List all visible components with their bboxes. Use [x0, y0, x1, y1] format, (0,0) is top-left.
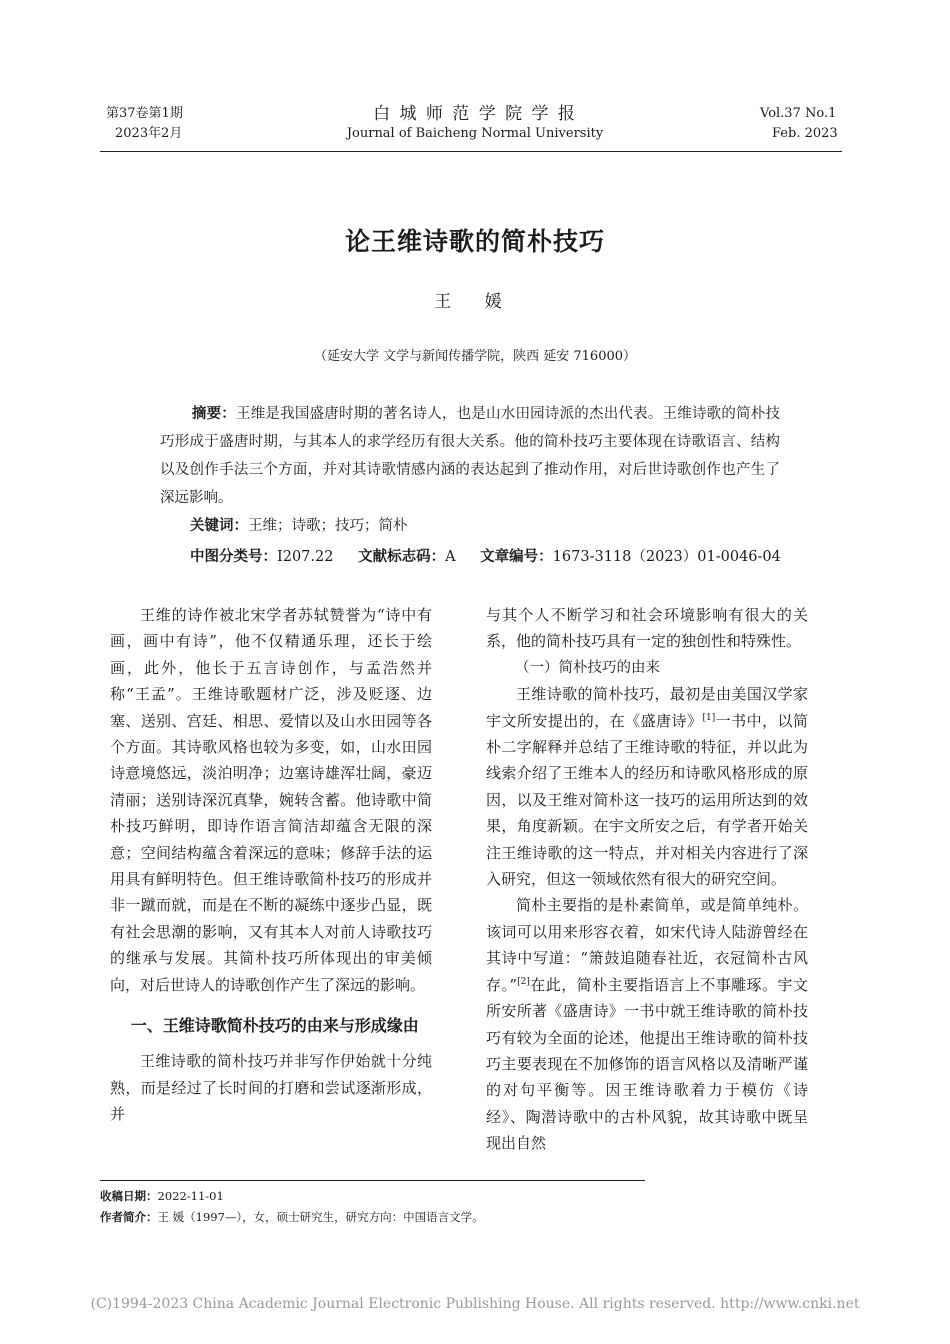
clc-label: 中图分类号：	[190, 549, 277, 565]
abstract-block	[160, 400, 780, 540]
abstract-label: 摘要：	[191, 406, 237, 422]
author-info-text: 王 媛（1997—），女，硕士研究生，研究方向：中国语言文学。	[157, 1210, 484, 1224]
keywords-label: 关键词：	[190, 518, 248, 534]
footnote-received	[100, 1186, 224, 1207]
subsection-heading: （一）简朴技巧的由来	[515, 659, 660, 676]
journal-name-cn: 白 城 师 范 学 院 学 报	[373, 104, 577, 124]
issue-date: 2023年2月	[115, 126, 183, 141]
reference-1: [1]	[702, 712, 716, 723]
doc-code-label: 文献标志码：	[358, 549, 446, 565]
journal-volume-info	[106, 104, 183, 144]
received-date: 2022-11-01	[157, 1189, 224, 1203]
doc-code-value: A	[445, 549, 456, 565]
article-author: 王 媛	[434, 292, 516, 312]
body-right-column	[486, 602, 808, 1157]
received-label: 收稿日期：	[100, 1189, 158, 1203]
article-no-value: 1673-3118（2023）01-0046-04	[552, 549, 781, 565]
journal-name-block	[275, 104, 675, 144]
classification-row	[190, 546, 790, 568]
article-no-label: 文章编号：	[480, 549, 553, 565]
footnote-author	[100, 1207, 484, 1228]
journal-volume-en	[760, 104, 838, 144]
continued-paragraph: 与其个人不断学习和社会环境影响有很大的关系，他的简朴技巧具有一定的独创性和特殊性。	[486, 606, 808, 651]
body-left-column	[110, 602, 432, 1127]
footnote-rule	[100, 1180, 645, 1181]
article-title: 论王维诗歌的简朴技巧	[344, 227, 605, 256]
header-rule	[100, 151, 842, 152]
section-heading: 一、王维诗歌简朴技巧的由来与形成缘由	[130, 1016, 419, 1036]
abstract-text: 王维是我国盛唐时期的著名诗人，也是山水田园诗派的杰出代表。王维诗歌的简朴技巧形成于盛唐时期，与其本人的求学经历有很大关系。他的简朴技巧主要体现在诗歌语言、结构以及创作手法三个方面，并对其诗歌情感内涵的表达起到了推动作用，对后世诗歌创作也产生了深远影响。	[160, 406, 780, 506]
issue-date-en: Feb. 2023	[772, 126, 838, 141]
origin-paragraph-text-a: 王维诗歌的简朴技巧，最初是由美国汉学家宇文所安提出的，在《盛唐诗》	[486, 685, 808, 730]
cnki-copyright: (C)1994-2023 China Academic Journal Electronic Publishing House. All rights reserved. http://www.cnki.net	[90, 1296, 860, 1312]
section-paragraph: 王维诗歌的简朴技巧并非写作伊始就十分纯熟，而是经过了长时间的打磨和尝试逐渐形成，并	[110, 1052, 432, 1123]
intro-paragraph: 王维的诗作被北宋学者苏轼赞誉为“诗中有画，画中有诗”，他不仅精通乐理，还长于绘画，此外，他长于五言诗创作，与孟浩然并称“王孟”。王维诗歌题材广泛，涉及贬逐、边塞、送别、宫廷、相思、爱情以及山水田园等各个方面。其诗歌风格也较为多变，如，山水田园诗意境悠远，淡泊明净；边塞诗雄浑壮阔，豪迈清丽；送别诗深沉真挚，婉转含蓄。他诗歌中简朴技巧鲜明，即诗作语言简洁却蕴含无限的深意；空间结构蕴含着深远的意味；修辞手法的运用具有鲜明特色。但王维诗歌简朴技巧的形成并非一蹴而就，而是在不断的凝练中逐步凸显，既有社会思潮的影响，又有其本人对前人诗歌技巧的继承与发展。其简朴技巧所体现出的审美倾向，对后世诗人的诗歌创作产生了深远的影响。	[110, 606, 432, 994]
origin-paragraph	[486, 681, 808, 892]
definition-paragraph	[486, 892, 808, 1156]
author-info-label: 作者简介：	[100, 1210, 158, 1224]
journal-name-en: Journal of Baicheng Normal University	[346, 126, 604, 141]
clc-value: I207.22	[277, 549, 334, 565]
volume-issue-en: Vol.37 No.1	[760, 106, 837, 121]
origin-paragraph-text-b: 一书中，以简朴二字解释并总结了王维诗歌的特征，并以此为线索介绍了王维本人的经历和诗歌风格形成的原因，以及王维对简朴这一技巧的运用所达到的效果，角度新颖。在宇文所安之后，有学者开始关注王维诗歌的这一特点，并对相关内容进行了深入研究，但这一领域依然有很大的研究空间。	[486, 711, 808, 889]
author-affiliation: （延安大学 文学与新闻传播学院，陕西 延安 716000）	[313, 349, 637, 364]
definition-paragraph-text-b: 在此，简朴主要指语言上不事雕琢。宇文所安所著《盛唐诗》一书中就王维诗歌的简朴技巧有较为全面的论述，他提出王维诗歌的简朴技巧主要表现在不加修饰的语言风格以及清晰严谨的对句平衡等。因王维诗歌着力于模仿《诗经》、陶潜诗歌中的古朴风貌，故其诗歌中既呈现出自然	[486, 975, 808, 1153]
volume-issue: 第37卷第1期	[106, 106, 183, 121]
keywords-text: 王维；诗歌；技巧；简朴	[248, 518, 408, 534]
definition-paragraph-text-a: 简朴主要指的是朴素简单，或是简单纯朴。该词可以用来形容衣着，如宋代诗人陆游曾经在其诗中写道：“箫鼓追随春社近，衣冠简朴古风存。”	[486, 896, 808, 994]
reference-2: [2]	[517, 976, 530, 987]
